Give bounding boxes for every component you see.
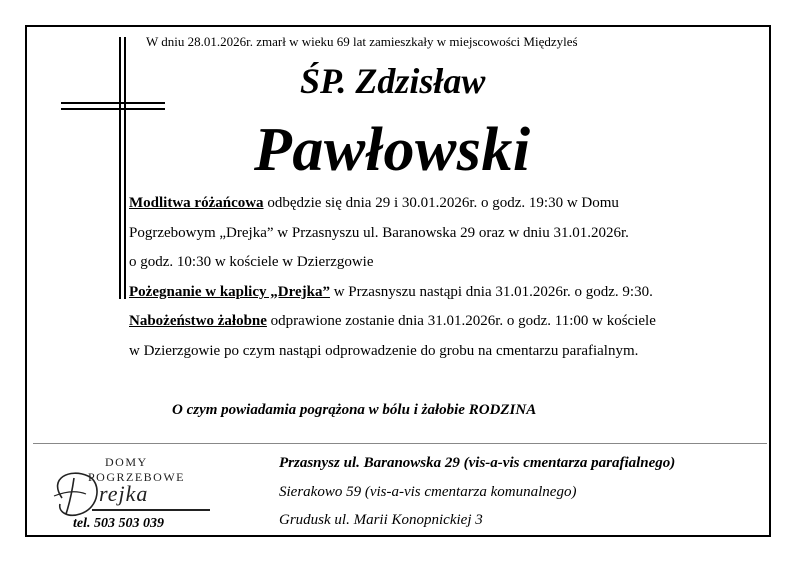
rosary-line-2: Pogrzebowym „Drejka” w Przasnyszu ul. Baranowska 29 oraz w dniu 31.01.2026r. [129,225,629,241]
mass-line-2: w Dzierzgowie po czym nastąpi odprowadzenie do grobu na cmentarzu parafialnym. [129,343,639,359]
mass-label: Nabożeństwo żałobne [129,313,267,329]
rosary-line-1 [129,195,619,212]
cross-horizontal-bar-second [61,108,165,110]
footer-divider [33,443,767,444]
closing-line: O czym powiadamia pogrążona w bólu i żałobie RODZINA [172,402,537,418]
deceased-surname: Pawłowski [254,116,531,184]
rosary-text-1: odbędzie się dnia 29 i 30.01.2026r. o godz. 19:30 w Domu [263,195,619,211]
mass-text-1: odprawione zostanie dnia 31.01.2026r. o godz. 11:00 w kościele [266,313,656,329]
cross-vertical-bar-second [124,37,126,299]
logo-underline [92,509,210,511]
rosary-line-3: o godz. 10:30 w kościele w Dzierzgowie [129,254,374,270]
phone-number: tel. 503 503 039 [73,516,164,531]
mass-line-1 [129,313,656,330]
cross-vertical-bar [119,37,121,299]
intro-line: W dniu 28.01.2026r. zmarł w wieku 69 lat zamieszkały w miejscowości Międzyleś [146,34,578,49]
address-sierakowo: Sierakowo 59 (vis-a-vis cmentarza komunalnego) [279,484,577,500]
farewell-line [129,284,653,301]
farewell-label: Pożegnanie w kaplicy „Drejka” [129,284,330,300]
logo-line-rejka: rejka [99,481,149,506]
address-przasnysz: Przasnysz ul. Baranowska 29 (vis-a-vis cmentarza parafialnego) [279,455,676,471]
farewell-text: w Przasnyszu nastąpi dnia 31.01.2026r. o godz. 9:30. [329,284,653,300]
cross-horizontal-bar [61,102,165,104]
logo-line-domy: DOMY [105,455,148,469]
address-grudusk: Grudusk ul. Marii Konopnickiej 3 [279,512,483,528]
logo-line-pogrzebowe: POGRZEBOWE [88,470,185,484]
rosary-label: Modlitwa różańcowa [129,195,264,211]
deceased-first-name: ŚP. Zdzisław [300,61,486,101]
